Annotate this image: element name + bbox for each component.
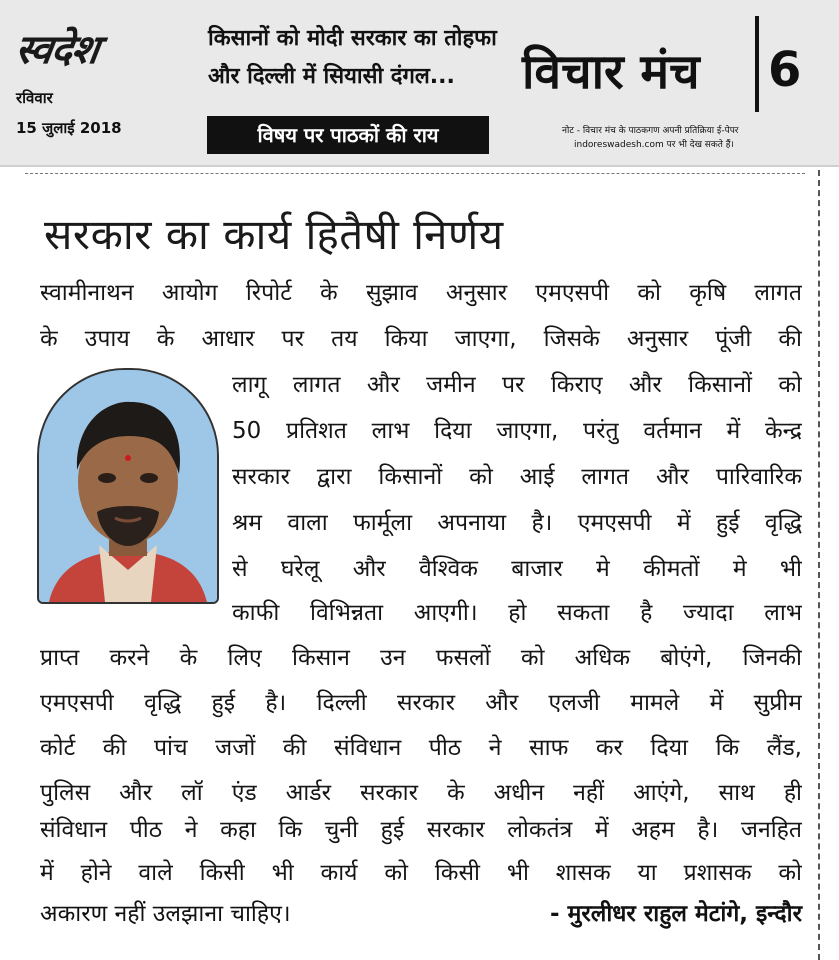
top-dashed-rule [25,173,805,174]
page-number: 6 [768,42,802,98]
edition-day: रविवार [16,89,53,107]
teaser-line-1: किसानों को मोदी सरकार का तोहफा [208,26,497,51]
author-signature: - मुरलीधर राहुल मेटांगे, इन्दौर [550,901,802,927]
edition-date: 15 जुलाई 2018 [16,119,122,137]
section-title: विचार मंच [522,44,700,100]
right-dashed-rule [818,170,820,960]
author-photo [37,368,219,604]
article-line-12: पुलिस और लॉ एंड आर्डर सरकार के अधीन नहीं आएंगे, साथ ही [40,780,802,806]
article-headline: सरकार का कार्य हितैषी निर्णय [44,210,504,259]
article-line-11: कोर्ट की पांच जजों की संविधान पीठ ने साफ कर दिया कि लैंड, [40,735,802,761]
article-line-4: 50 प्रतिशत लाभ दिया जाएगा, परंतु वर्तमान में केन्द्र [232,418,802,444]
article-line-6: श्रम वाला फार्मूला अपनाया है। एमएसपी में हुई वृद्धि [232,510,802,536]
article-line-5: सरकार द्वारा किसानों को आई लागत और पारिवारिक [232,464,802,490]
article-line-1: स्वामीनाथन आयोग रिपोर्ट के सुझाव अनुसार एमएसपी को कृषि लागत [40,280,802,306]
closing-sentence: अकारण नहीं उलझाना चाहिए। [40,901,291,927]
note-line-1: नोट - विचार मंच के पाठकगण अपनी प्रतिक्रिया ई-पेपर [562,126,739,136]
article-line-2: के उपाय के आधार पर तय किया जाएगा, जिसके अनुसार पूंजी की [40,326,802,352]
teaser-headline [208,20,508,96]
article-line-9: प्राप्त करने के लिए किसान उन फसलों को अधिक बोएंगे, जिनकी [40,645,802,671]
note-line-2: indoreswadesh.com पर भी देख सकते हैं। [574,140,734,150]
article-line-8: काफी विभिन्नता आएगी। हो सकता है ज्यादा लाभ [232,600,802,626]
article-line-10: एमएसपी वृद्धि हुई है। दिल्ली सरकार और एलजी मामले में सुप्रीम [40,690,802,716]
article-line-14: में होने वाले किसी भी कार्य को किसी भी शासक या प्रशासक को [40,860,802,886]
epaper-note [562,124,832,152]
page-divider [755,16,759,112]
author-portrait-icon [39,370,217,602]
readers-opinion-label: विषय पर पाठकों की राय [207,116,489,154]
article-line-7: से घरेलू और वैश्विक बाजार मे कीमतों मे भी [232,556,802,582]
newspaper-logo: स्वदेश [12,27,102,73]
teaser-line-2: और दिल्ली में सियासी दंगल... [208,64,455,89]
article-last-line [40,891,802,937]
article-line-13: संविधान पीठ ने कहा कि चुनी हुई सरकार लोकतंत्र में अहम है। जनहित [40,817,802,843]
article-line-3: लागू लागत और जमीन पर किराए और किसानों को [232,372,802,398]
masthead [0,0,839,167]
